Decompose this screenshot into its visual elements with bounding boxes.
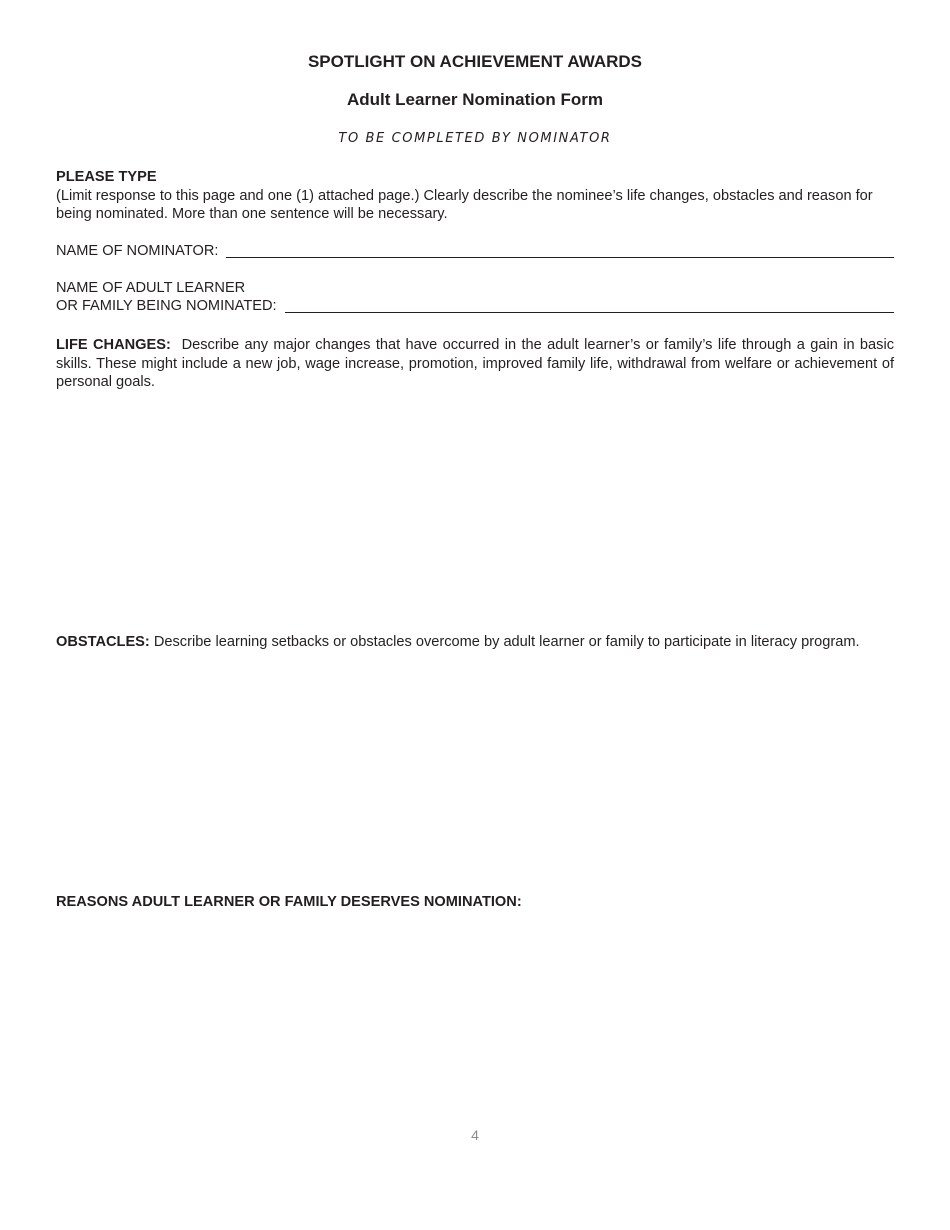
learner-name-input-line[interactable] (285, 298, 894, 313)
nominator-name-label: NAME OF NOMINATOR: (56, 243, 219, 259)
obstacles-text: Describe learning setbacks or obstacles overcome by adult learner or family to participate in literacy program. (153, 634, 860, 650)
reasons-label: REASONS ADULT LEARNER OR FAMILY DESERVES NOMINATION: (56, 894, 522, 910)
please-type-heading: PLEASE TYPE (56, 169, 157, 185)
form-subtitle: Adult Learner Nomination Form (347, 90, 603, 109)
nominator-name-field (56, 242, 894, 261)
please-type-section (56, 168, 894, 224)
please-type-text: (Limit response to this page and one (1) attached page.) Clearly describe the nominee’s life changes, obstacles and reason for being nominated. More than one sentence will be necessary. (56, 187, 873, 222)
life-changes-text: Describe any major changes that have occurred in the adult learner’s or family’s life through a gain in basic skills. These might include a new job, wage increase, promotion, improved family life, withdrawal from welfare or achievement of personal goals. (56, 337, 894, 390)
learner-name-label-line1: NAME OF ADULT LEARNER (56, 280, 246, 296)
form-page (56, 0, 894, 1230)
learner-name-field (56, 297, 894, 316)
completion-instruction: TO BE COMPLETED BY NOMINATOR (338, 131, 612, 146)
obstacles-section (56, 633, 894, 652)
nominator-name-input-line[interactable] (226, 243, 894, 258)
form-title: SPOTLIGHT ON ACHIEVEMENT AWARDS (307, 52, 643, 71)
life-changes-label: LIFE CHANGES: (56, 337, 171, 353)
life-changes-section (56, 336, 894, 392)
page-number: 4 (471, 1127, 479, 1143)
reasons-section (56, 893, 894, 912)
learner-name-label-line2: OR FAMILY BEING NOMINATED: (56, 298, 277, 314)
obstacles-label: OBSTACLES: (56, 634, 150, 650)
